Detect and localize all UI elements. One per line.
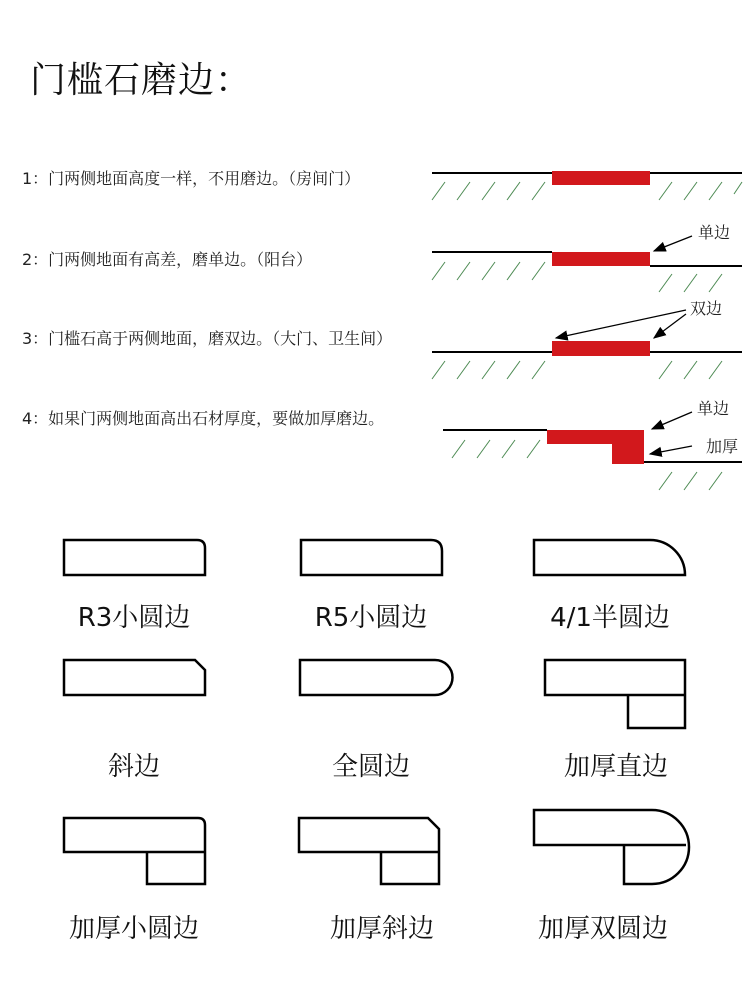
case-3-diagram <box>432 299 742 379</box>
profile-thick-small-round-shape <box>64 818 205 884</box>
profile-bevel-shape <box>64 660 205 695</box>
profile-thick-bevel-shape <box>299 818 439 884</box>
threshold-stone <box>552 341 650 356</box>
threshold-stone <box>552 252 650 266</box>
profile-label-full-round: 全圆边 <box>331 752 410 782</box>
profile-label-thick-small-round: 加厚小圆边 <box>68 914 199 944</box>
case-1-diagram <box>432 171 742 200</box>
profile-label-r5: R5小圆边 <box>314 603 428 633</box>
profile-thick-double-round-shape <box>534 810 689 884</box>
case-3-text: 3：门槛石高于两侧地面，磨双边。（大门、卫生间） <box>22 329 393 348</box>
threshold-stone <box>552 171 650 185</box>
annotation-thickened: 加厚 <box>706 437 739 456</box>
page-title: 门槛石磨边： <box>30 60 253 101</box>
case-2-diagram <box>432 223 742 292</box>
annotation-single-edge: 单边 <box>697 399 730 418</box>
profile-r5-small-round-shape <box>301 540 442 575</box>
profile-quarter-round-shape <box>534 540 685 575</box>
profile-label-r3: R3小圆边 <box>77 603 191 633</box>
profile-label-thick-double-round: 加厚双圆边 <box>537 914 668 944</box>
threshold-stone-thickened <box>547 430 644 464</box>
profile-full-round-shape <box>300 660 453 695</box>
profile-label-quarter-round: 4/1半圆边 <box>550 603 670 633</box>
profile-label-thick-bevel: 加厚斜边 <box>329 914 434 944</box>
profile-label-thick-straight: 加厚直边 <box>563 752 668 782</box>
profile-thick-straight-shape <box>545 660 685 728</box>
annotation-single-edge: 单边 <box>698 223 731 242</box>
profile-label-bevel: 斜边 <box>107 752 160 782</box>
annotation-double-edge: 双边 <box>690 299 723 318</box>
case-4-diagram <box>443 399 742 490</box>
case-2-text: 2：门两侧地面有高差，磨单边。（阳台） <box>22 250 313 269</box>
profile-r3-small-round-shape <box>64 540 205 575</box>
case-1-text: 1：门两侧地面高度一样，不用磨边。（房间门） <box>22 169 361 188</box>
case-4-text: 4：如果门两侧地面高出石材厚度，要做加厚磨边。 <box>22 409 385 428</box>
